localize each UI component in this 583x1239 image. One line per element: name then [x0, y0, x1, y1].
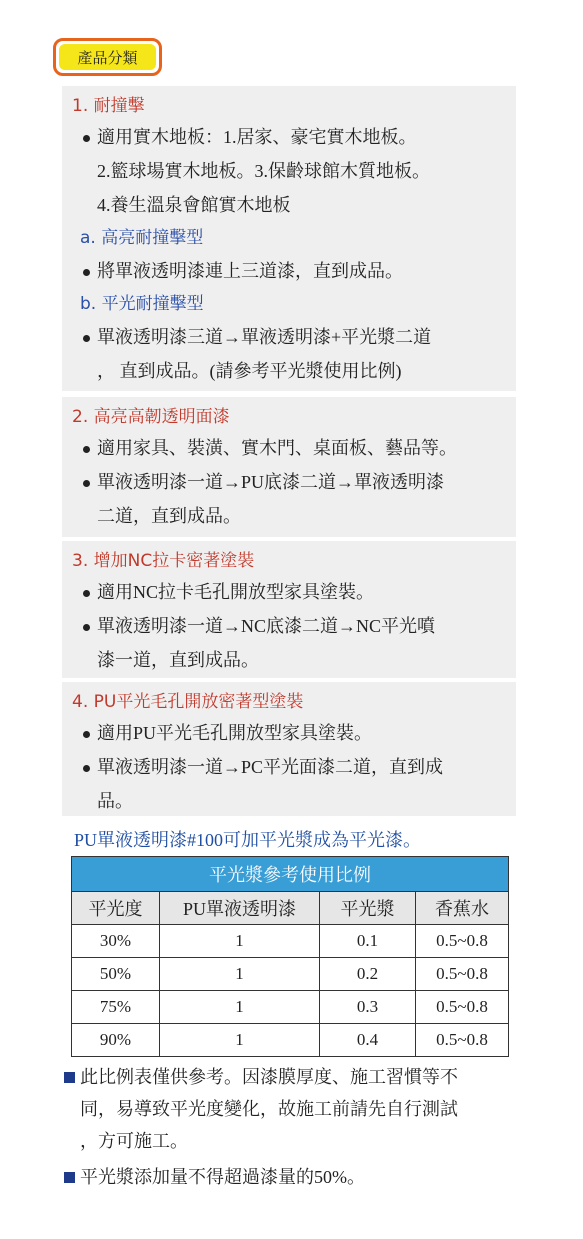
subsection-title: b. 平光耐撞擊型: [80, 294, 204, 314]
ratio-table: [71, 856, 509, 1057]
table-cell: 0.2: [320, 958, 416, 991]
table-caption: 平光漿參考使用比例: [72, 857, 509, 892]
bullet-line: 適用NC拉卡毛孔開放型家具塗裝。: [62, 575, 516, 609]
category-badge-label: 產品分類: [59, 44, 156, 70]
column-header: 平光漿: [320, 892, 416, 925]
square-bullet-icon: [64, 1172, 75, 1183]
table-cell: 75%: [72, 991, 160, 1024]
table-cell: 0.5~0.8: [416, 958, 509, 991]
section-4-panel: [62, 682, 516, 816]
table-cell: 50%: [72, 958, 160, 991]
continuation-line: 品。: [97, 791, 133, 811]
footnote-line: 同，易導致平光度變化，故施工前請先自行測試: [80, 1099, 458, 1119]
table-cell: 0.5~0.8: [416, 925, 509, 958]
continuation-line: 漆一道，直到成品。: [97, 650, 259, 670]
footnote-line: 此比例表僅供參考。因漆膜厚度、施工習慣等不: [80, 1067, 458, 1087]
matte-note: PU單液透明漆#100可加平光漿成為平光漆。: [74, 830, 422, 850]
table-row: [72, 925, 509, 958]
table-cell: 1: [160, 1024, 320, 1057]
table-cell: 1: [160, 958, 320, 991]
bullet-line: 適用家具、裝潢、實木門、桌面板、藝品等。: [62, 431, 516, 465]
table-cell: 1: [160, 991, 320, 1024]
bullet-line: 將單液透明漆連上三道漆，直到成品。: [62, 254, 516, 288]
section-1-panel: [62, 86, 516, 391]
table-cell: 1: [160, 925, 320, 958]
table-cell: 0.5~0.8: [416, 991, 509, 1024]
column-header: 平光度: [72, 892, 160, 925]
section-title: 3. 增加NC拉卡密著塗裝: [72, 551, 255, 571]
table-cell: 0.4: [320, 1024, 416, 1057]
continuation-line: 4.養生溫泉會館實木地板: [97, 195, 291, 215]
bullet-line: 適用PU平光毛孔開放型家具塗裝。: [62, 716, 516, 750]
table-cell: 0.3: [320, 991, 416, 1024]
square-bullet-icon: [64, 1072, 75, 1083]
footnote-1: [64, 1061, 534, 1157]
column-header: 香蕉水: [416, 892, 509, 925]
table-cell: 30%: [72, 925, 160, 958]
table-cell: 0.5~0.8: [416, 1024, 509, 1057]
bullet-line: 適用實木地板：1.居家、豪宅實木地板。: [62, 120, 516, 154]
category-badge: [53, 38, 162, 76]
bullet-line: 單液透明漆三道→單液透明漆+平光漿二道: [62, 320, 516, 354]
section-title: 1. 耐撞擊: [72, 96, 145, 116]
continuation-line: 二道，直到成品。: [97, 506, 241, 526]
continuation-line: ， 直到成品。(請參考平光漿使用比例): [97, 361, 402, 381]
bullet-line: 單液透明漆一道→PC平光面漆二道，直到成: [62, 750, 516, 784]
subsection-title: a. 高亮耐撞擊型: [80, 228, 204, 248]
table-row: [72, 991, 509, 1024]
continuation-line: 2.籃球場實木地板。3.保齡球館木質地板。: [97, 161, 430, 181]
section-title: 4. PU平光毛孔開放密著型塗裝: [72, 692, 304, 712]
bullet-line: 單液透明漆一道→PU底漆二道→單液透明漆: [62, 465, 516, 499]
footnote-line: 平光漿添加量不得超過漆量的50%。: [80, 1167, 365, 1187]
section-title: 2. 高亮高韌透明面漆: [72, 407, 230, 427]
section-3-panel: [62, 541, 516, 678]
table-row: [72, 1024, 509, 1057]
footnote-line: ，方可施工。: [80, 1131, 188, 1151]
footnote-2: [64, 1161, 534, 1193]
table-cell: 90%: [72, 1024, 160, 1057]
column-header: PU單液透明漆: [160, 892, 320, 925]
bullet-line: 單液透明漆一道→NC底漆二道→NC平光噴: [62, 609, 516, 643]
table-row: [72, 958, 509, 991]
section-2-panel: [62, 397, 516, 537]
table-cell: 0.1: [320, 925, 416, 958]
